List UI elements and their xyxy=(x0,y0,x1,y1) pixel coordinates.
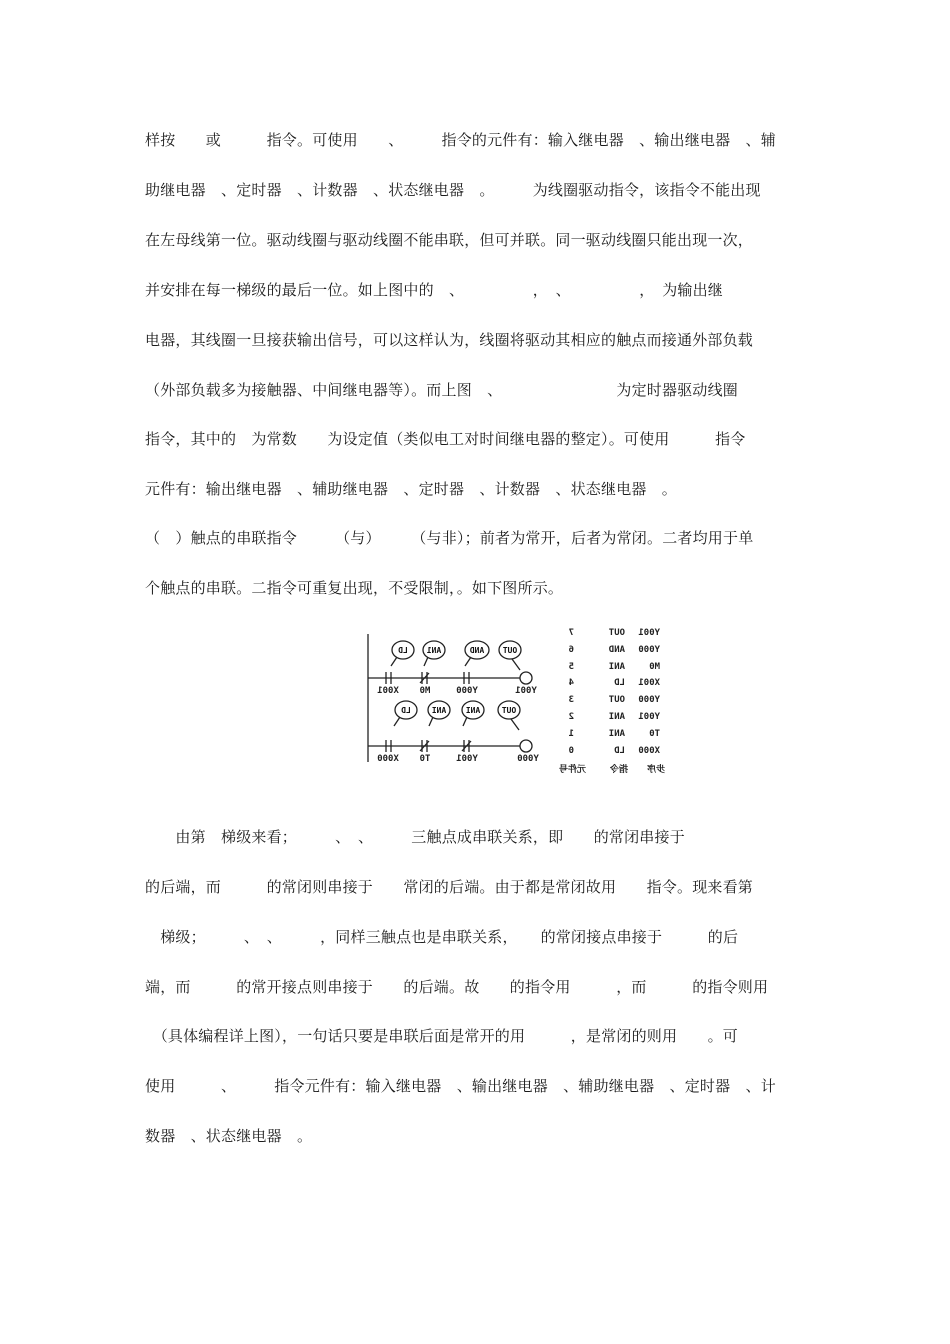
svg-text:Y001: Y001 xyxy=(638,628,660,638)
svg-text:Y000: Y000 xyxy=(638,645,660,655)
svg-text:7: 7 xyxy=(568,628,574,638)
table-row xyxy=(569,695,660,705)
text-line: 个触点的串联。二指令可重复出现，不受限制，。如下图所示。 xyxy=(145,579,564,597)
svg-text:1: 1 xyxy=(568,729,574,739)
rung-2-coil xyxy=(520,740,532,752)
element-label: Y001 xyxy=(515,686,537,696)
table-row xyxy=(569,645,660,655)
ladder-diagram-figure xyxy=(360,622,670,780)
table-row xyxy=(569,662,660,672)
rung-1-labels xyxy=(377,686,537,696)
svg-text:步序: 步序 xyxy=(646,765,665,775)
bubble-label: LD xyxy=(401,706,411,715)
svg-text:M0: M0 xyxy=(649,662,660,672)
svg-text:Y001: Y001 xyxy=(638,712,660,722)
text-line: （具体编程详上图），一句话只要是串联后面是常开的用 ，是常闭的则用 。可 xyxy=(145,1027,739,1045)
text-line: 在左母线第一位。驱动线圈与驱动线圈不能串联，但可并联。同一驱动线圈只能出现一次， xyxy=(145,231,754,249)
svg-text:X000: X000 xyxy=(638,746,660,756)
rung-1-coil xyxy=(520,672,532,684)
svg-text:ANI: ANI xyxy=(608,662,625,672)
svg-text:4: 4 xyxy=(568,678,574,688)
text-line: （外部负载多为接触器、中间继电器等）。而上图 、 为定时器驱动线圈 xyxy=(145,381,739,399)
text-line: 电器，其线圈一旦接获输出信号，可以这样认为，线圈将驱动其相应的触点而接通外部负载 xyxy=(145,331,754,349)
text-line: 使用 、 指令元件有：输入继电器 、输出继电器 、辅助继电器 、定时器 、计 xyxy=(145,1077,776,1095)
table-header xyxy=(559,763,665,775)
rung-2-bubbles xyxy=(394,701,520,730)
table-row xyxy=(569,746,660,756)
svg-text:Y000: Y000 xyxy=(638,695,660,705)
text-line: 助继电器 、定时器 、计数器 、状态继电器 。 为线圈驱动指令，该指令不能出现 xyxy=(145,181,761,199)
svg-text:元件号: 元件号 xyxy=(558,765,586,775)
bubble-label: LD xyxy=(398,646,408,655)
bubble-label: OUT xyxy=(501,706,517,715)
text-line: 样按 或 指令。可使用 、 指令的元件有：输入继电器 、输出继电器 、辅 xyxy=(145,131,776,149)
svg-text:ANI: ANI xyxy=(608,729,625,739)
element-label: T0 xyxy=(419,754,431,764)
element-label: M0 xyxy=(419,686,431,696)
element-label: Y000 xyxy=(456,686,478,696)
text-line: 数器 、状态继电器 。 xyxy=(145,1127,313,1145)
text-line: 端，而 的常开接点则串接于 的后端。故 的指令用 ，而 的指令则用 xyxy=(145,978,769,996)
ladder-diagram xyxy=(360,622,670,780)
svg-text:AND: AND xyxy=(608,645,625,655)
bubble-label: AN1 xyxy=(426,646,442,655)
svg-text:LD: LD xyxy=(614,746,625,756)
table-row xyxy=(568,678,660,688)
rung-1-bubbles xyxy=(391,641,521,670)
bubble-label: ANI xyxy=(465,706,481,715)
table-row xyxy=(569,712,660,722)
text-line: 的后端，而 的常闭则串接于 常闭的后端。由于都是常闭故用 指令。现来看第 xyxy=(145,878,754,896)
element-label: Y001 xyxy=(456,754,478,764)
svg-text:LD: LD xyxy=(614,678,625,688)
table-row xyxy=(569,628,660,638)
bubble-label: AND xyxy=(469,646,485,655)
element-label: X000 xyxy=(377,754,399,764)
element-label: X001 xyxy=(377,686,399,696)
text-line: 梯级； 、 、 ，同样三触点也是串联关系， 的常闭接点串接于 的后 xyxy=(145,928,739,946)
text-line: （ ）触点的串联指令 （与） （与非）；前者为常开，后者为常闭。二者均用于单 xyxy=(145,529,754,547)
svg-text:5: 5 xyxy=(568,662,574,672)
svg-text:指令: 指令 xyxy=(609,765,628,775)
svg-text:3: 3 xyxy=(568,695,574,705)
rung-2-labels xyxy=(377,754,539,764)
table-row xyxy=(569,729,660,739)
text-line: 指令，其中的 为常数 为设定值（类似电工对时间继电器的整定）。可使用 指令 xyxy=(145,430,746,448)
bubble-label: ANI xyxy=(431,706,447,715)
svg-text:0: 0 xyxy=(568,746,574,756)
svg-text:ANI: ANI xyxy=(608,712,625,722)
element-label: Y000 xyxy=(517,754,539,764)
svg-text:2: 2 xyxy=(568,712,574,722)
svg-text:6: 6 xyxy=(568,645,574,655)
text-line: 元件有：输出继电器 、辅助继电器 、定时器 、计数器 、状态继电器 。 xyxy=(145,480,678,498)
text-line: 并安排在每一梯级的最后一位。如上图中的 、 ， 、 ， 为输出继 xyxy=(145,281,724,299)
svg-text:X001: X001 xyxy=(638,678,660,688)
svg-text:OUT: OUT xyxy=(608,628,625,638)
instruction-table xyxy=(559,628,665,775)
bubble-label: OUT xyxy=(502,646,518,655)
svg-text:OUT: OUT xyxy=(608,695,625,705)
text-line: 由第 梯级来看； 、 、 三触点成串联关系，即 的常闭串接于 xyxy=(145,828,685,846)
svg-text:T0: T0 xyxy=(649,729,660,739)
